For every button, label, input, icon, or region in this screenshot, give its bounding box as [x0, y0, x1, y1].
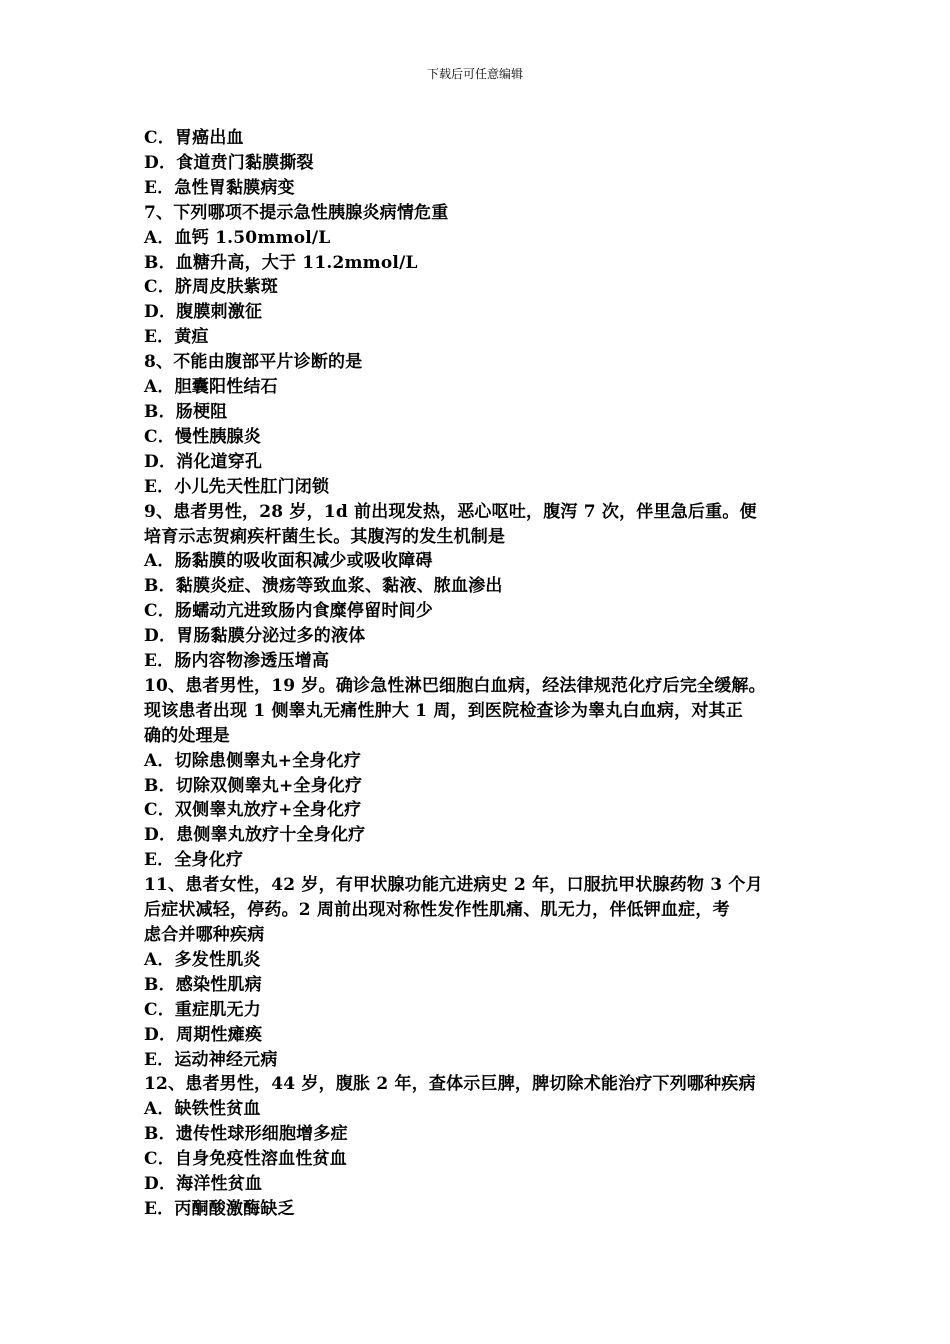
- text-line: 7、下列哪项不提示急性胰腺炎病情危重: [144, 202, 449, 223]
- text-line: A．缺铁性贫血: [144, 1099, 261, 1120]
- text-line: 虑合并哪种疾病: [144, 925, 265, 945]
- text-line: B．遗传性球形细胞增多症: [144, 1124, 348, 1145]
- text-line: D．海洋性贫血: [144, 1174, 263, 1195]
- text-line: E．全身化疗: [144, 850, 244, 871]
- text-line: D．消化道穿孔: [144, 451, 263, 472]
- text-line: 12、患者男性，44 岁，腹胀 2 年，查体示巨脾，脾切除术能治疗下列哪种疾病: [144, 1074, 756, 1095]
- text-line: E．丙酮酸激酶缺乏: [144, 1198, 295, 1219]
- text-line: 培育示志贺痢疾杆菌生长。其腹泻的发生机制是: [144, 526, 506, 547]
- text-line: B．感染性肌病: [144, 974, 262, 995]
- text-line: C．双侧睾丸放疗+全身化疗: [144, 800, 362, 821]
- text-line: C．胃癌出血: [144, 128, 244, 148]
- text-line: A．切除患侧睾丸+全身化疗: [144, 750, 362, 771]
- text-line: E．运动神经元病: [144, 1049, 278, 1070]
- document-body: [144, 126, 834, 1222]
- text-line: C．重症肌无力: [144, 999, 261, 1020]
- text-line: D．腹膜刺激征: [144, 302, 263, 323]
- text-line: C．肠蠕动亢进致肠内食糜停留时间少: [144, 601, 433, 622]
- text-line: C．慢性胰腺炎: [144, 426, 261, 447]
- text-line: D．食道贲门黏膜撕裂: [144, 152, 314, 173]
- text-line: A．血钙 1.50mmol/L: [144, 227, 331, 248]
- text-line: B．切除双侧睾丸+全身化疗: [144, 775, 363, 796]
- text-line: D．胃肠黏膜分泌过多的液体: [144, 626, 366, 647]
- text-line: 现该患者出现 1 侧睾丸无痛性肿大 1 周，到医院检查诊为睾丸白血病，对其正: [144, 700, 743, 721]
- text-line: D．患侧睾丸放疗十全身化疗: [144, 825, 366, 846]
- text-line: B．血糖升高，大于 11.2mmol/L: [144, 252, 418, 273]
- text-line: E．肠内容物渗透压增高: [144, 651, 330, 672]
- text-line: C．自身免疫性溶血性贫血: [144, 1149, 347, 1170]
- page-header: 下载后可任意编辑: [426, 67, 523, 81]
- text-line: E．急性胃黏膜病变: [144, 177, 295, 198]
- text-line: 确的处理是: [144, 725, 230, 746]
- text-line: A．胆囊阳性结石: [144, 377, 278, 398]
- text-line: 后症状减轻，停药。2 周前出现对称性发作性肌痛、肌无力，伴低钾血症，考: [144, 900, 730, 921]
- text-line: B．肠梗阻: [144, 401, 228, 422]
- text-line: E．黄疸: [144, 327, 209, 348]
- text-line: C．脐周皮肤紫斑: [144, 277, 279, 298]
- text-line: 9、患者男性，28 岁，1d 前出现发热，恶心呕吐，腹泻 7 次，伴里急后重。便: [144, 501, 757, 522]
- text-line: 10、患者男性，19 岁。确诊急性淋巴细胞白血病，经法律规范化疗后完全缓解。: [144, 675, 766, 696]
- text-line: D．周期性瘫痪: [144, 1024, 263, 1045]
- text-line: E．小儿先天性肛门闭锁: [144, 476, 330, 497]
- text-line: 11、患者女性，42 岁，有甲状腺功能亢进病史 2 年，口服抗甲状腺药物 3 个月: [144, 875, 763, 896]
- text-line: 8、不能由腹部平片诊断的是: [144, 352, 363, 373]
- text-line: A．多发性肌炎: [144, 949, 261, 970]
- text-line: A．肠黏膜的吸收面积减少或吸收障碍: [144, 551, 433, 572]
- text-line: B．黏膜炎症、溃疡等致血浆、黏液、脓血渗出: [144, 576, 503, 597]
